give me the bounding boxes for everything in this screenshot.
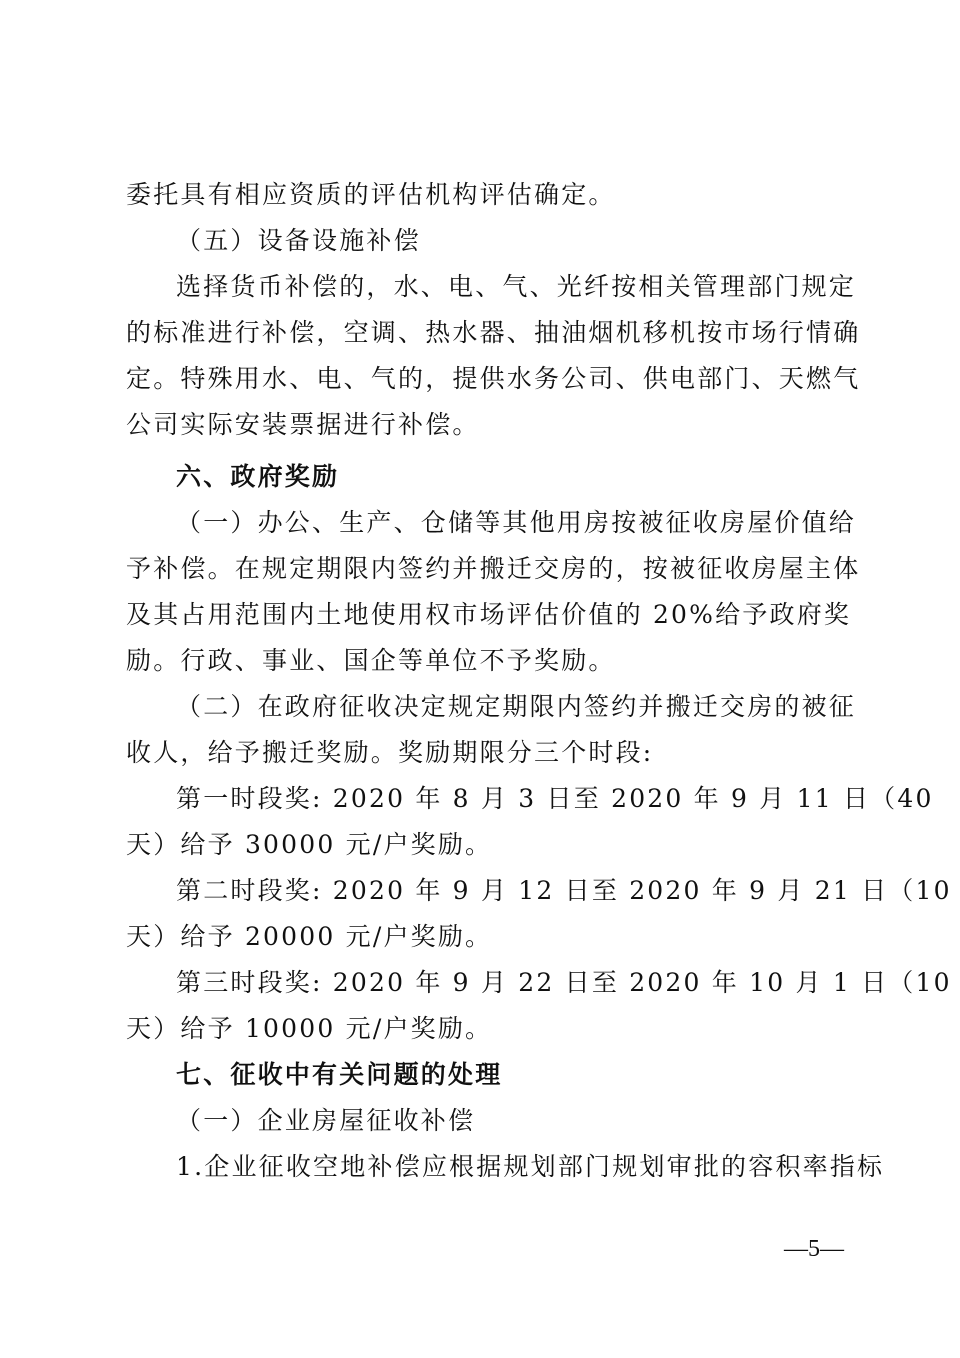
subsection-heading: （一）企业房屋征收补偿 — [176, 1106, 476, 1135]
body-line: 1.企业征收空地补偿应根据规划部门规划审批的容积率指标 — [176, 1152, 885, 1181]
body-line: 的标准进行补偿，空调、热水器、抽油烟机移机按市场行情确 — [126, 318, 861, 347]
reward-period-line: 第二时段奖: 2020 年 9 月 12 日至 2020 年 9 月 21 日（10 — [176, 876, 952, 905]
body-line: （一）办公、生产、仓储等其他用房按被征收房屋价值给 — [176, 508, 857, 537]
subsection-heading: （五）设备设施补偿 — [176, 226, 421, 255]
reward-period-line: 第三时段奖: 2020 年 9 月 22 日至 2020 年 10 月 1 日（10 — [176, 968, 952, 997]
body-line: 天）给予 30000 元/户奖励。 — [126, 830, 493, 859]
body-line: （二）在政府征收决定规定期限内签约并搬迁交房的被征 — [176, 692, 857, 721]
body-line: 收人，给予搬迁奖励。奖励期限分三个时段: — [126, 738, 654, 767]
section-heading: 七、征收中有关问题的处理 — [176, 1060, 503, 1089]
body-line: 予补偿。在规定期限内签约并搬迁交房的，按被征收房屋主体 — [126, 554, 861, 583]
body-line: 公司实际安装票据进行补偿。 — [126, 410, 480, 439]
body-line: 委托具有相应资质的评估机构评估确定。 — [126, 180, 616, 209]
body-line: 及其占用范围内土地使用权市场评估价值的 20%给予政府奖 — [126, 600, 852, 629]
section-heading: 六、政府奖励 — [176, 462, 340, 491]
body-line: 励。行政、事业、国企等单位不予奖励。 — [126, 646, 616, 675]
body-line: 选择货币补偿的，水、电、气、光纤按相关管理部门规定 — [176, 272, 857, 301]
body-line: 天）给予 10000 元/户奖励。 — [126, 1014, 493, 1043]
body-line: 天）给予 20000 元/户奖励。 — [126, 922, 493, 951]
reward-period-line: 第一时段奖: 2020 年 8 月 3 日至 2020 年 9 月 11 日（40 — [176, 784, 934, 813]
body-line: 定。特殊用水、电、气的，提供水务公司、供电部门、天燃气 — [126, 364, 861, 393]
page-number: —5— — [784, 1236, 844, 1262]
